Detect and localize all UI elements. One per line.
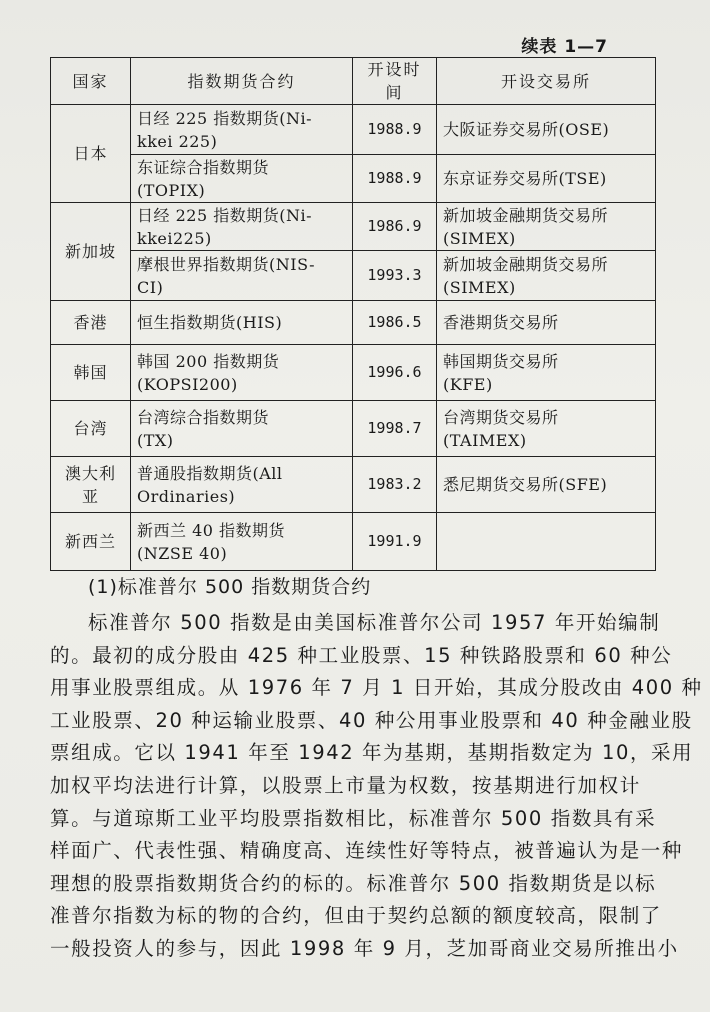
exchange-cell (437, 401, 656, 457)
contract-cell-text: 东证综合指数期货 (TOPIX) (137, 157, 270, 200)
date-cell-text: 1986.9 (367, 217, 422, 235)
text-line: 算。与道琼斯工业平均股票指数相比，标准普尔 500 指数具有采 (50, 806, 657, 830)
contract-cell (131, 345, 353, 401)
contract-cell (131, 105, 353, 155)
country-cell: 台湾 (51, 401, 131, 457)
exchange-cell (437, 513, 656, 571)
contract-cell (131, 513, 353, 571)
text-line: 工业股票、20 种运输业股票、40 种公用事业股票和 40 种金融业股 (50, 708, 693, 732)
table-row (51, 345, 656, 401)
date-cell-text: 1988.9 (367, 169, 422, 187)
table-row (51, 513, 656, 571)
exchange-cell (437, 301, 656, 345)
contract-cell-text: 新西兰 40 指数期货 (NZSE 40) (137, 520, 286, 563)
date-cell-text: 1993.3 (367, 266, 422, 284)
header-country: 国家 (51, 58, 131, 105)
date-cell (353, 345, 437, 401)
date-cell-text: 1991.9 (367, 532, 422, 550)
table-row (51, 457, 656, 513)
table-header-row (51, 58, 656, 105)
header-contract: 指数期货合约 (131, 58, 353, 105)
date-cell-text: 1998.7 (367, 419, 422, 437)
contract-cell (131, 401, 353, 457)
exchange-cell-text: 香港期货交易所 (443, 313, 559, 332)
date-cell-text: 1988.9 (367, 120, 422, 138)
exchange-cell-text: 大阪证券交易所(OSE) (443, 120, 610, 139)
text-line: 理想的股票指数期货合约的标的。标准普尔 500 指数期货是以标 (50, 871, 657, 895)
date-cell (353, 105, 437, 155)
country-cell: 韩国 (51, 345, 131, 401)
text-line: 票组成。它以 1941 年至 1942 年为基期，基期指数定为 10，采用 (50, 741, 694, 765)
country-cell: 新加坡 (51, 203, 131, 301)
contract-cell-text: 普通股指数期货(All Ordinaries) (137, 463, 283, 506)
table-body (51, 105, 656, 571)
section-heading: (1)标准普尔 500 指数期货合约 (88, 576, 372, 598)
contract-cell-text: 恒生指数期货(HIS) (137, 313, 283, 332)
date-cell (353, 457, 437, 513)
contract-cell (131, 155, 353, 203)
contract-cell (131, 203, 353, 251)
contract-cell (131, 301, 353, 345)
text-line: 准普尔指数为标的物的合约，但由于契约总额的额度较高，限制了 (50, 904, 662, 928)
header-date: 开设时间 (353, 58, 437, 105)
date-cell (353, 155, 437, 203)
text-line: 一般投资人的参与，因此 1998 年 9 月，芝加哥商业交易所推出小 (50, 936, 679, 960)
table-row (51, 155, 656, 203)
text-line: 用事业股票组成。从 1976 年 7 月 1 日开始，其成分股改由 400 种 (50, 676, 703, 700)
country-cell: 新西兰 (51, 513, 131, 571)
date-cell-text: 1983.2 (367, 475, 422, 493)
table-caption: 续表 1—7 (521, 37, 608, 57)
date-cell (353, 301, 437, 345)
table-row (51, 251, 656, 301)
exchange-cell-text: 悉尼期货交易所(SFE) (443, 475, 608, 494)
exchange-cell-text: 台湾期货交易所 (TAIMEX) (443, 407, 559, 450)
date-cell (353, 401, 437, 457)
contract-cell-text: 日经 225 指数期货(Ni- kkei 225) (137, 108, 312, 151)
contract-cell (131, 457, 353, 513)
date-cell (353, 513, 437, 571)
country-cell: 日本 (51, 105, 131, 203)
exchange-cell-text: 东京证券交易所(TSE) (443, 169, 607, 188)
exchange-cell (437, 251, 656, 301)
exchange-cell (437, 105, 656, 155)
exchange-cell (437, 155, 656, 203)
exchange-cell (437, 203, 656, 251)
date-cell-text: 1996.6 (367, 363, 422, 381)
text-line: 标准普尔 500 指数是由美国标准普尔公司 1957 年开始编制 (88, 611, 661, 634)
country-cell: 香港 (51, 301, 131, 345)
body-paragraph (50, 607, 703, 966)
exchange-cell-text: 韩国期货交易所 (KFE) (443, 351, 559, 394)
contract-cell-text: 台湾综合指数期货 (TX) (137, 407, 270, 450)
date-cell (353, 251, 437, 301)
exchange-cell-text: 新加坡金融期货交易所 (SIMEX) (443, 205, 609, 248)
exchange-cell-text: 新加坡金融期货交易所 (SIMEX) (443, 254, 609, 297)
exchange-cell (437, 457, 656, 513)
contract-cell-text: 摩根世界指数期货(NIS- CI) (137, 254, 316, 297)
exchange-cell (437, 345, 656, 401)
contract-cell-text: 韩国 200 指数期货 (KOPSI200) (137, 351, 280, 394)
date-cell-text: 1986.5 (367, 313, 422, 331)
text-line: 样面广、代表性强、精确度高、连续性好等特点，被普遍认为是一种 (50, 839, 684, 863)
contract-cell-text: 日经 225 指数期货(Ni- kkei225) (137, 205, 312, 248)
text-line: 加权平均法进行计算，以股票上市量为权数，按基期进行加权计 (50, 773, 641, 797)
header-exchange: 开设交易所 (437, 58, 656, 105)
table-row (51, 301, 656, 345)
date-cell (353, 203, 437, 251)
country-cell: 澳大利亚 (51, 457, 131, 513)
table-row (51, 203, 656, 251)
text-line: 的。最初的成分股由 425 种工业股票、15 种铁路股票和 60 种公 (50, 643, 673, 667)
table-row (51, 401, 656, 457)
futures-contract-table (50, 57, 656, 571)
contract-cell (131, 251, 353, 301)
table-row (51, 105, 656, 155)
